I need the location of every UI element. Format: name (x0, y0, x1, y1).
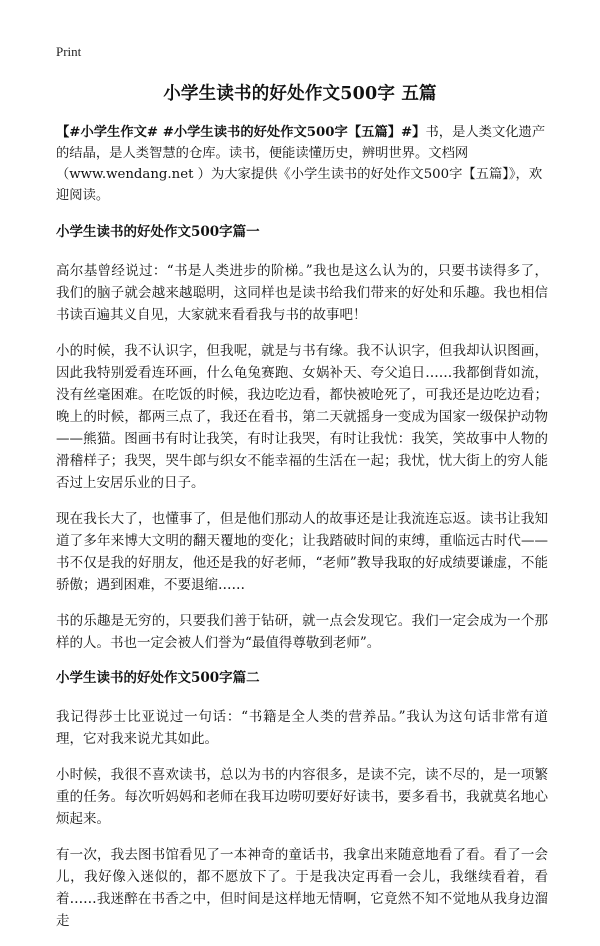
paragraph: 书的乐趣是无穷的，只要我们善于钻研，就一点会发现它。我们一定会成为一个那样的人。书也一定会被人们誉为“最值得尊敬到老师”。 (56, 613, 548, 651)
document-title: 小学生读书的好处作文500字 五篇 (163, 84, 437, 104)
paragraph: 我记得莎士比亚说过一句话：“书籍是全人类的营养品。”我认为这句话非常有道理，它对我来说尤其如此。 (56, 709, 548, 747)
intro-text: 书，是人类文化遗产的结晶，是人类智慧的仓库。读书，便能读懂历史，辨明世界。文档网（www.wendang.net ）为大家提供《小学生读书的好处作文500字【五篇】》，欢迎阅读。 (56, 125, 546, 203)
paragraph: 现在我长大了，也懂事了，但是他们那动人的故事还是让我流连忘返。读书让我知道了多年来博大文明的翻天覆地的变化；让我踏破时间的束缚，重临远古时代——书不仅是我的好朋友，他还是我的好老师，“老师”教导我取的好成绩要谦虚，不能骄傲；遇到困难，不要退缩…… (56, 511, 548, 593)
paragraph: 有一次，我去图书馆看见了一本神奇的童话书，我拿出来随意地看了看。看了一会儿，我好像入迷似的，都不愿放下了。于是我决定再看一会儿，我继续看着，看着……我迷醉在书香之中，但时间是这样地无情啊，它竟然不知不觉地从我身边溜走 (56, 847, 548, 929)
intro-paragraph (56, 122, 548, 206)
print-label: Print (56, 44, 82, 59)
paragraph: 小时候，我很不喜欢读书，总以为书的内容很多，是读不完，读不尽的，是一项繁重的任务。每次听妈妈和老师在我耳边唠叨要好好读书，要多看书，我就莫名地心烦起来。 (56, 767, 548, 827)
intro-bold-text: 【#小学生作文# #小学生读书的好处作文500字【五篇】#】 (56, 125, 426, 140)
paragraph: 小的时候，我不认识字，但我呢，就是与书有缘。我不认识字，但我却认识图画，因此我特别爱看连环画，什么龟兔赛跑、女娲补天、夸父追日……我都倒背如流，没有丝毫困难。在吃饭的时候，我边吃边看，都快被呛死了，可我还是边吃边看；晚上的时候，都两三点了，我还在看书，第二天就摇身一变成为国家一级保护动物——熊猫。图画书有时让我笑，有时让我哭，有时让我忧：我笑，笑故事中人物的滑稽样子；我哭，哭牛郎与织女不能幸福的生活在一起；我忧，忧大街上的穷人能否过上安居乐业的日子。 (56, 343, 548, 491)
section-heading-2: 小学生读书的好处作文500字篇二 (56, 670, 260, 686)
paragraph: 高尔基曾经说过：“书是人类进步的阶梯。”我也是这么认为的，只要书读得多了，我们的脑子就会越来越聪明，这同样也是读书给我们带来的好处和乐趣。我也相信书读百遍其义自见，大家就来看看我与书的故事吧！ (56, 263, 548, 323)
document-content (56, 122, 548, 946)
section-heading-1: 小学生读书的好处作文500字篇一 (56, 224, 260, 240)
